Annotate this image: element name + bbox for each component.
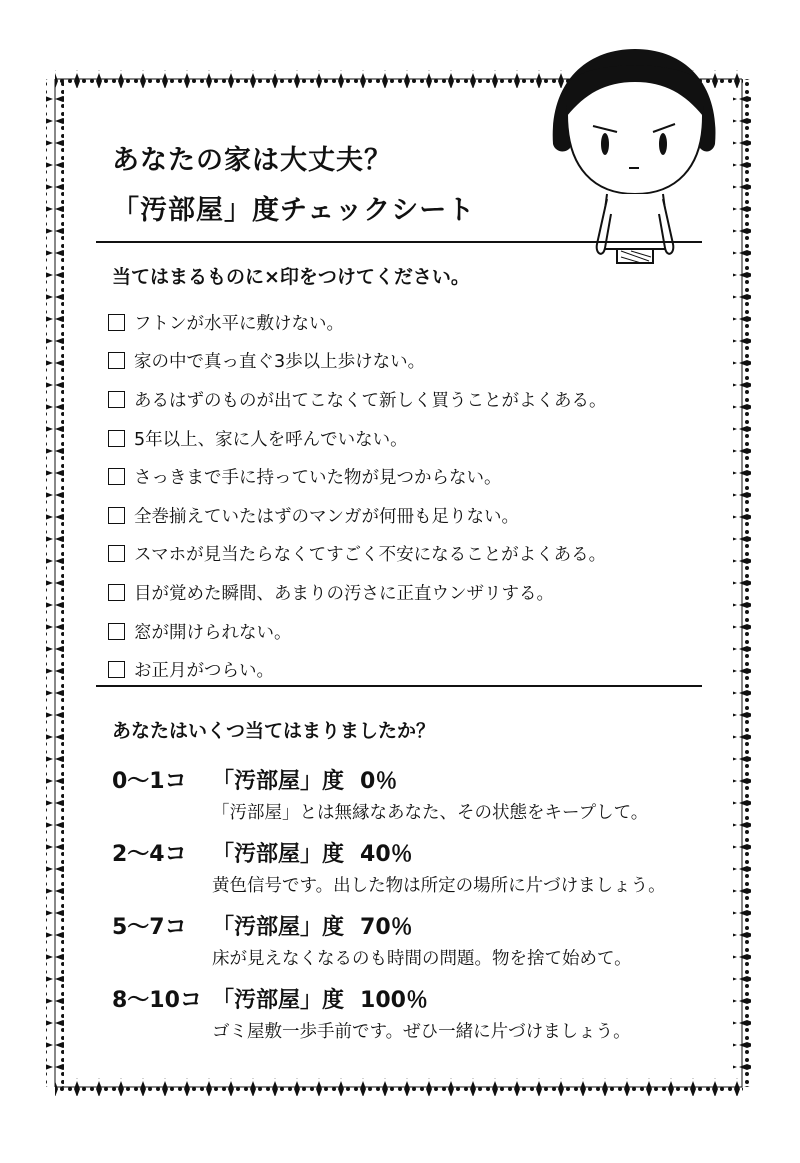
checklist-item[interactable] bbox=[108, 496, 607, 535]
checklist-item-label: お正月がつらい。 bbox=[134, 661, 274, 682]
result-label: 「汚部屋」度 bbox=[212, 988, 345, 1013]
page-subtitle: 「汚部屋」度チェックシート bbox=[112, 195, 476, 226]
checklist-item-label: 全巻揃えていたはずのマンガが何冊も足りない。 bbox=[134, 506, 519, 527]
checklist-item-label: スマホが見当たらなくてすごく不安になることがよくある。 bbox=[134, 545, 607, 566]
result-entry bbox=[112, 910, 712, 983]
checkbox[interactable] bbox=[108, 314, 125, 331]
result-description: 黄色信号です。出した物は所定の場所に片づけましょう。 bbox=[212, 876, 666, 896]
checkbox[interactable] bbox=[108, 352, 125, 369]
divider-top bbox=[96, 241, 702, 243]
result-question: あなたはいくつ当てはまりましたか？ bbox=[112, 720, 436, 742]
result-description: 床が見えなくなるのも時間の問題。物を捨て始めて。 bbox=[212, 949, 632, 969]
checklist-item-label: 5年以上、家に人を呼んでいない。 bbox=[134, 429, 408, 450]
result-description: ゴミ屋敷一歩手前です。ぜひ一緒に片づけましょう。 bbox=[212, 1022, 631, 1042]
checklist-item[interactable] bbox=[108, 419, 607, 458]
character-illustration bbox=[545, 44, 725, 274]
result-percent: 70％ bbox=[360, 915, 413, 940]
checklist-item[interactable] bbox=[108, 650, 607, 689]
checkbox[interactable] bbox=[108, 545, 125, 562]
checklist-item[interactable] bbox=[108, 303, 607, 342]
result-description: 「汚部屋」とは無縁なあなた、その状態をキープして。 bbox=[212, 803, 649, 823]
result-percent: 100％ bbox=[360, 988, 428, 1013]
checklist-item[interactable] bbox=[108, 612, 607, 651]
checklist bbox=[108, 303, 607, 689]
checklist-item-label: 窓が開けられない。 bbox=[134, 622, 292, 643]
checklist-item-label: 家の中で真っ直ぐ3歩以上歩けない。 bbox=[134, 352, 426, 373]
result-percent: 0％ bbox=[360, 769, 398, 794]
checkbox[interactable] bbox=[108, 507, 125, 524]
page-title: あなたの家は大丈夫？ bbox=[112, 145, 392, 176]
instruction-text: 当てはまるものに×印をつけてください。 bbox=[112, 266, 470, 288]
checkbox[interactable] bbox=[108, 391, 125, 408]
divider-bottom bbox=[96, 685, 702, 687]
result-entry bbox=[112, 983, 712, 1056]
result-range: 5～7コ bbox=[112, 915, 187, 940]
checkbox[interactable] bbox=[108, 468, 125, 485]
checklist-item[interactable] bbox=[108, 342, 607, 381]
checkbox[interactable] bbox=[108, 623, 125, 640]
result-entry bbox=[112, 837, 712, 910]
result-label: 「汚部屋」度 bbox=[212, 769, 345, 794]
checkbox[interactable] bbox=[108, 430, 125, 447]
checklist-item[interactable] bbox=[108, 535, 607, 574]
checklist-item-label: フトンが水平に敷けない。 bbox=[134, 313, 344, 334]
checklist-item-label: さっきまで手に持っていた物が見つからない。 bbox=[134, 468, 502, 489]
checklist-item-label: 目が覚めた瞬間、あまりの汚さに正直ウンザリする。 bbox=[134, 583, 554, 604]
checkbox[interactable] bbox=[108, 661, 125, 678]
checklist-item[interactable] bbox=[108, 573, 607, 612]
checklist-item[interactable] bbox=[108, 380, 607, 419]
result-range: 0～1コ bbox=[112, 769, 187, 794]
title-block bbox=[112, 136, 475, 236]
checkbox[interactable] bbox=[108, 584, 125, 601]
checklist-item[interactable] bbox=[108, 457, 607, 496]
result-label: 「汚部屋」度 bbox=[212, 915, 345, 940]
result-percent: 40％ bbox=[360, 842, 413, 867]
result-range: 2～4コ bbox=[112, 842, 187, 867]
results-list bbox=[112, 764, 712, 1056]
checklist-item-label: あるはずのものが出てこなくて新しく買うことがよくある。 bbox=[134, 390, 607, 411]
result-range: 8～10コ bbox=[112, 988, 202, 1013]
result-entry bbox=[112, 764, 712, 837]
result-label: 「汚部屋」度 bbox=[212, 842, 345, 867]
